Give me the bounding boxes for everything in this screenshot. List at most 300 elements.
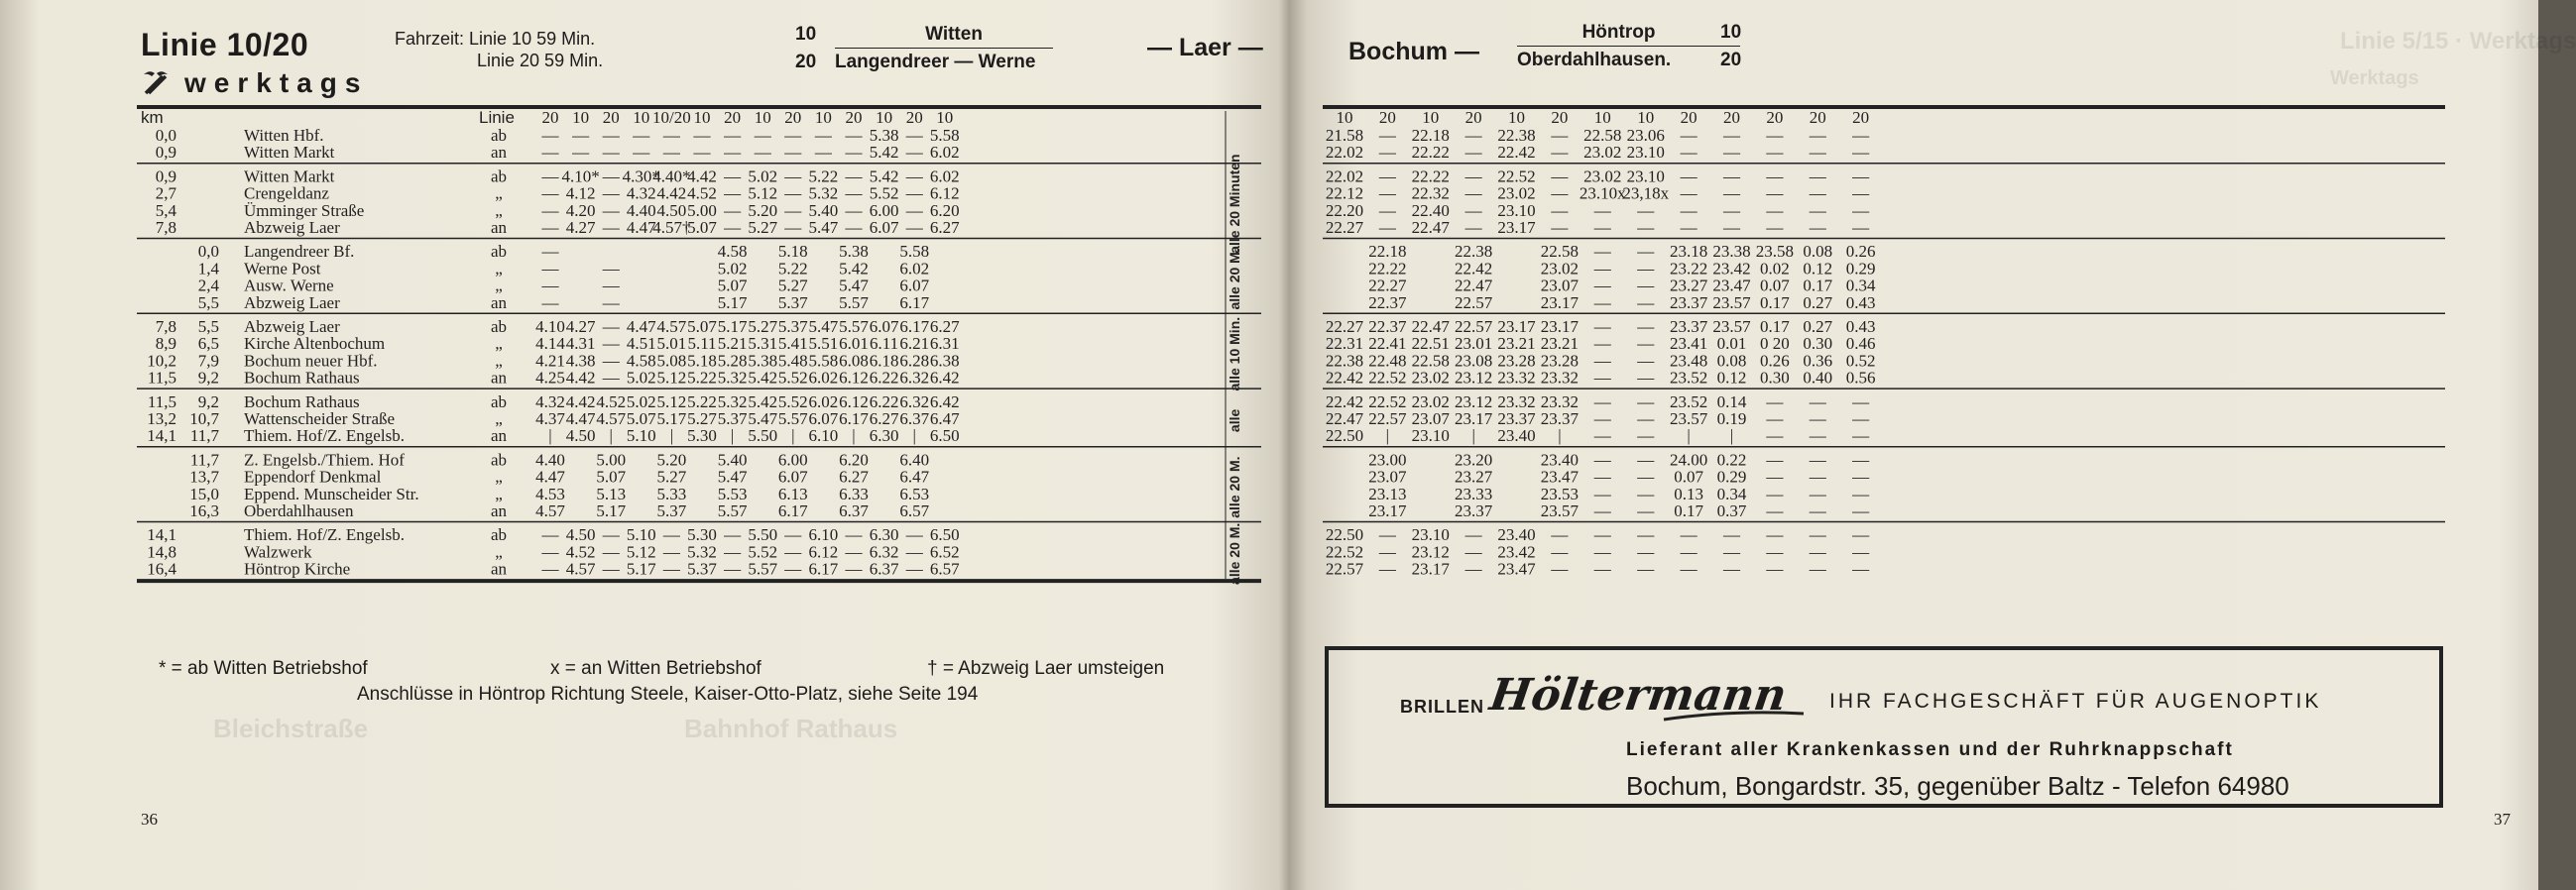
line-number-header: 20: [905, 108, 923, 127]
departure-time: 0.01: [1716, 334, 1747, 354]
departure-time: |: [1687, 426, 1691, 446]
departure-time: 4.50: [656, 200, 687, 220]
departure-time: —: [1637, 426, 1655, 446]
departure-time: 5.42: [748, 391, 778, 411]
departure-time: —: [602, 167, 620, 186]
km-value: 8,9: [155, 334, 176, 354]
departure-time: 0.37: [1716, 501, 1747, 520]
departure-time: 4.47: [626, 317, 656, 336]
departure-time: —: [1809, 542, 1826, 562]
departure-time: —: [724, 525, 742, 545]
arr-dep-marker: „: [495, 200, 503, 220]
departure-time: 23.17: [1497, 317, 1536, 336]
departure-time: 0.17: [1759, 317, 1790, 336]
km-value: 10,2: [147, 351, 176, 371]
line-number-header: 20: [724, 108, 742, 127]
departure-time: —: [1378, 200, 1396, 220]
departure-time: |: [609, 426, 613, 446]
departure-time: —: [1637, 292, 1655, 312]
line-number-header: 20: [1464, 108, 1482, 127]
route-line-number: 10: [795, 24, 817, 45]
departure-time: 22.38: [1497, 126, 1536, 145]
departure-time: 22.37: [1368, 292, 1407, 312]
departure-time: —: [602, 276, 620, 295]
departure-time: —: [1809, 218, 1826, 237]
departure-time: —: [1637, 242, 1655, 262]
departure-time: 23.37: [1669, 292, 1708, 312]
arr-dep-marker: ab: [490, 391, 508, 411]
departure-time: 6.17: [777, 501, 808, 520]
departure-time: 5.47: [839, 276, 869, 295]
departure-time: —: [662, 143, 680, 163]
departure-time: —: [1464, 167, 1482, 186]
departure-time: —: [724, 200, 742, 220]
departure-time: —: [1809, 409, 1826, 428]
departure-time: —: [1852, 525, 1870, 545]
line-number-header: 20: [845, 108, 863, 127]
departure-time: 24.00: [1669, 450, 1708, 470]
departure-time: 22.57: [1455, 317, 1493, 336]
arr-dep-marker: an: [490, 426, 508, 446]
departure-time: 22.38: [1325, 351, 1364, 371]
departure-time: 23.17: [1540, 317, 1580, 336]
footnote-dagger: † = Abzweig Laer umsteigen: [927, 658, 1165, 679]
departure-time: —: [1722, 143, 1740, 163]
departure-time: —: [1680, 143, 1698, 163]
departure-time: 5.27: [656, 467, 687, 487]
line-number-header: 10: [876, 108, 893, 127]
ad-slogan: IHR FACHGESCHÄFT FÜR AUGENOPTIK: [1829, 690, 2322, 713]
departure-time: —: [572, 143, 590, 163]
stop-name: Thiem. Hof/Z. Engelsb.: [244, 426, 405, 446]
departure-time: —: [1637, 467, 1655, 487]
departure-time: —: [541, 126, 559, 145]
stop-name: Eppend. Munscheider Str.: [244, 484, 419, 503]
departure-time: —: [1809, 450, 1826, 470]
departure-time: —: [1593, 259, 1611, 278]
departure-time: 22.20: [1325, 200, 1364, 220]
departure-time: 5.17: [626, 559, 656, 579]
departure-time: 4.20: [565, 200, 596, 220]
departure-time: 23.06: [1626, 126, 1665, 145]
departure-time: —: [1637, 334, 1655, 354]
departure-time: 23.57: [1669, 409, 1708, 428]
arr-dep-marker: ab: [490, 525, 508, 545]
departure-time: 0.46: [1845, 334, 1876, 354]
departure-time: 23.32: [1497, 368, 1536, 388]
departure-time: —: [1809, 467, 1826, 487]
departure-time: 6.00: [777, 450, 808, 470]
departure-time: 23.02: [1497, 183, 1536, 203]
departure-time: 23.20: [1455, 450, 1493, 470]
departure-time: —: [541, 143, 559, 163]
departure-time: 4.40: [626, 200, 656, 220]
km-value-branch: 5,5: [197, 292, 219, 312]
km-value: 0,9: [155, 143, 176, 163]
departure-time: 5.52: [777, 391, 808, 411]
departure-time: 6.27: [869, 409, 899, 428]
departure-time: 0.12: [1803, 259, 1833, 278]
km-value-branch: 16,3: [189, 501, 219, 520]
line-number-header: 20: [541, 108, 559, 127]
departure-time: 4.53: [535, 484, 565, 503]
departure-time: 5.37: [777, 317, 808, 336]
departure-time: |: [1385, 426, 1390, 446]
departure-time: —: [845, 126, 863, 145]
departure-time: —: [1637, 200, 1655, 220]
departure-time: 6.08: [839, 351, 869, 371]
departure-time: 23.10x: [1579, 183, 1626, 203]
departure-time: 22.18: [1368, 242, 1407, 262]
departure-time: 23.27: [1455, 467, 1493, 487]
departure-time: —: [1766, 542, 1784, 562]
departure-time: 5.42: [748, 368, 778, 388]
departure-time: —: [1464, 143, 1482, 163]
departure-time: —: [602, 218, 620, 237]
departure-time: 21.58: [1325, 126, 1364, 145]
stop-name: Ausw. Werne: [244, 276, 334, 295]
departure-time: 0.08: [1803, 242, 1833, 262]
departure-time: 5.50: [748, 525, 778, 545]
departure-time: —: [1680, 200, 1698, 220]
departure-time: —: [1852, 484, 1870, 503]
departure-time: 6.17: [808, 559, 839, 579]
departure-time: 23.38: [1712, 242, 1751, 262]
ad-swash: [1662, 708, 1806, 723]
departure-time: 23.37: [1455, 501, 1493, 520]
departure-time: 22.58: [1411, 351, 1450, 371]
departure-time: 0.19: [1716, 409, 1747, 428]
departure-time: 5.32: [717, 368, 748, 388]
departure-time: —: [1593, 242, 1611, 262]
departure-time: 23.37: [1540, 409, 1580, 428]
departure-time: 22.22: [1411, 167, 1450, 186]
departure-time: —: [1593, 351, 1611, 371]
departure-time: —: [724, 183, 742, 203]
departure-time: —: [1593, 409, 1611, 428]
departure-time: 23.22: [1669, 259, 1708, 278]
page-number: 37: [2494, 810, 2511, 829]
departure-time: —: [1852, 542, 1870, 562]
departure-time: —: [1722, 525, 1740, 545]
departure-time: 0.29: [1716, 467, 1747, 487]
departure-time: —: [1722, 559, 1740, 579]
departure-time: 4.40: [535, 450, 565, 470]
line-number-header: 10: [814, 108, 832, 127]
departure-time: 5.02: [626, 391, 656, 411]
departure-time: 5.52: [869, 183, 899, 203]
departure-time: 5.32: [808, 183, 839, 203]
departure-time: —: [1680, 167, 1698, 186]
departure-time: 5.17: [656, 409, 687, 428]
departure-time: —: [784, 126, 802, 145]
departure-time: 6.37: [869, 559, 899, 579]
departure-time: —: [1852, 126, 1870, 145]
departure-time: —: [784, 218, 802, 237]
line-number-header: 10/20: [652, 108, 691, 127]
departure-time: 5.22: [808, 167, 839, 186]
departure-time: 0.07: [1759, 276, 1790, 295]
departure-time: 6.37: [899, 409, 930, 428]
departure-time: 5.47: [808, 317, 839, 336]
departure-time: —: [602, 143, 620, 163]
departure-time: —: [541, 218, 559, 237]
departure-time: 23.12: [1455, 368, 1493, 388]
departure-time: 6.12: [929, 183, 960, 203]
arr-dep-marker: an: [490, 501, 508, 520]
departure-time: —: [1593, 200, 1611, 220]
departure-time: 5.40: [808, 200, 839, 220]
departure-time: 0.30: [1803, 334, 1833, 354]
departure-time: 6.20: [929, 200, 960, 220]
departure-time: 23.02: [1583, 167, 1622, 186]
departure-time: 5.51: [808, 334, 839, 354]
departure-time: 23,18x: [1622, 183, 1670, 203]
departure-time: 22.40: [1411, 200, 1450, 220]
departure-time: 6.42: [929, 368, 960, 388]
departure-time: 0.56: [1845, 368, 1876, 388]
departure-time: —: [1766, 501, 1784, 520]
departure-time: 23.32: [1540, 368, 1580, 388]
departure-time: 0.26: [1759, 351, 1790, 371]
departure-time: —: [1637, 368, 1655, 388]
departure-time: —: [693, 143, 711, 163]
departure-time: —: [602, 183, 620, 203]
departure-time: 6.53: [899, 484, 930, 503]
stop-name: Oberdahlhausen: [244, 501, 354, 520]
departure-time: 5.00: [687, 200, 717, 220]
departure-time: 5.48: [777, 351, 808, 371]
departure-time: 6.40: [899, 450, 930, 470]
departure-time: |: [1729, 426, 1734, 446]
line-number-header: 10: [1508, 108, 1526, 127]
departure-time: 5.22: [777, 259, 808, 278]
stop-name: Langendreer Bf.: [244, 242, 355, 262]
departure-time: —: [1637, 276, 1655, 295]
ad-address: Bochum, Bongardstr. 35, gegenüber Baltz - Telefon 64980: [1626, 771, 2289, 801]
stop-name: Walzwerk: [244, 542, 312, 562]
departure-time: —: [602, 200, 620, 220]
departure-time: —: [1593, 276, 1611, 295]
departure-time: 22.22: [1411, 143, 1450, 163]
km-value-branch: 1,4: [197, 259, 219, 278]
departure-time: —: [1809, 391, 1826, 411]
line-number-header: 10: [936, 108, 954, 127]
departure-time: —: [662, 542, 680, 562]
departure-time: 0.07: [1674, 467, 1703, 487]
departure-time: —: [541, 200, 559, 220]
departure-time: —: [784, 143, 802, 163]
arr-dep-marker: „: [495, 276, 503, 295]
departure-time: 5.10: [626, 525, 656, 545]
departure-time: —: [572, 126, 590, 145]
departure-time: —: [1637, 351, 1655, 371]
departure-time: 23.40: [1497, 525, 1536, 545]
departure-time: —: [633, 143, 650, 163]
departure-time: 22.47: [1411, 218, 1450, 237]
departure-time: 4.14: [535, 334, 565, 354]
departure-time: 23.12: [1411, 542, 1450, 562]
departure-time: 5.01: [656, 334, 687, 354]
departure-time: 6.33: [839, 484, 869, 503]
line-number-header: 20: [602, 108, 620, 127]
departure-time: —: [1852, 467, 1870, 487]
arr-dep-marker: „: [495, 542, 503, 562]
departure-time: —: [724, 126, 742, 145]
departure-time: 6.12: [839, 391, 869, 411]
departure-time: 22.27: [1325, 218, 1364, 237]
stop-name: Witten Markt: [244, 143, 335, 163]
stop-name: Abzweig Laer: [244, 218, 340, 237]
departure-time: 4.40*: [652, 167, 691, 186]
arr-dep-marker: ab: [490, 317, 508, 336]
departure-time: 23.47: [1497, 559, 1536, 579]
arr-dep-marker: an: [490, 368, 508, 388]
departure-time: 0.08: [1716, 351, 1747, 371]
departure-time: 0.12: [1716, 368, 1747, 388]
departure-time: 22.38: [1455, 242, 1493, 262]
departure-time: —: [784, 559, 802, 579]
line-number-header: 10: [1637, 108, 1655, 127]
departure-time: 6.50: [929, 426, 960, 446]
departure-time: —: [1852, 200, 1870, 220]
departure-time: 0 20: [1759, 334, 1790, 354]
departure-time: —: [1637, 542, 1655, 562]
departure-time: —: [845, 525, 863, 545]
departure-time: —: [1593, 218, 1611, 237]
departure-time: 22.42: [1325, 391, 1364, 411]
departure-time: —: [1809, 525, 1826, 545]
departure-time: —: [1722, 167, 1740, 186]
departure-time: 23.40: [1497, 426, 1536, 446]
departure-time: —: [1593, 467, 1611, 487]
departure-time: —: [1464, 559, 1482, 579]
departure-time: 22.02: [1325, 143, 1364, 163]
departure-time: 5.12: [748, 183, 778, 203]
departure-time: —: [1593, 391, 1611, 411]
departure-time: 5.18: [777, 242, 808, 262]
destination-stop: Höntrop: [1581, 22, 1656, 43]
departure-time: 0.17: [1759, 292, 1790, 312]
departure-time: 22.27: [1368, 276, 1407, 295]
line-number-header: 10: [1422, 108, 1440, 127]
departure-time: 4.57: [656, 317, 687, 336]
departure-time: 6.17: [899, 317, 930, 336]
departure-time: 4.38: [565, 351, 596, 371]
departure-time: —: [1852, 167, 1870, 186]
departure-time: 0.36: [1803, 351, 1833, 371]
departure-time: 5.28: [717, 351, 748, 371]
departure-time: 6.32: [899, 368, 930, 388]
departure-time: —: [724, 542, 742, 562]
departure-time: —: [662, 525, 680, 545]
stop-name: Kirche Altenbochum: [244, 334, 386, 354]
departure-time: 23.48: [1669, 351, 1708, 371]
departure-time: 23.10: [1411, 525, 1450, 545]
departure-time: 4.57†: [652, 218, 691, 237]
departure-time: 5.20: [656, 450, 687, 470]
advertisement: [1325, 646, 2443, 808]
departure-time: 5.37: [717, 409, 748, 428]
departure-time: 5.52: [777, 368, 808, 388]
line-number-header: 20: [1680, 108, 1698, 127]
arr-dep-marker: „: [495, 183, 503, 203]
connection-note: Anschlüsse in Höntrop Richtung Steele, Kaiser-Otto-Platz, siehe Seite 194: [357, 684, 979, 705]
stop-name: Bochum Rathaus: [244, 391, 360, 411]
arr-dep-marker: „: [495, 467, 503, 487]
departure-time: 5.57: [839, 317, 869, 336]
departure-time: 23.13: [1368, 484, 1407, 503]
km-value-branch: 5,5: [197, 317, 219, 336]
departure-time: 5.57: [839, 292, 869, 312]
show-through-text: Linie 5/15 · Werktags: [2340, 28, 2576, 55]
departure-time: 6.01: [839, 334, 869, 354]
departure-time: 23.27: [1669, 276, 1708, 295]
departure-time: 5.18: [687, 351, 717, 371]
departure-time: 22.50: [1325, 426, 1364, 446]
departure-time: 6.57: [929, 559, 960, 579]
departure-time: —: [784, 542, 802, 562]
departure-time: |: [791, 426, 795, 446]
departure-time: —: [784, 525, 802, 545]
departure-time: 5.37: [687, 559, 717, 579]
departure-time: 0.27: [1803, 317, 1833, 336]
departure-time: —: [784, 183, 802, 203]
departure-time: 5.38: [869, 126, 899, 145]
departure-time: 22.57: [1455, 292, 1493, 312]
departure-time: 5.42: [869, 143, 899, 163]
km-value: 14,8: [147, 542, 176, 562]
departure-time: —: [1551, 542, 1569, 562]
departure-time: 23.17: [1497, 218, 1536, 237]
departure-time: 4.42: [565, 368, 596, 388]
departure-time: 5.30: [687, 426, 717, 446]
departure-time: 0.43: [1845, 292, 1876, 312]
departure-time: —: [1680, 525, 1698, 545]
departure-time: —: [1551, 200, 1569, 220]
departure-time: —: [541, 292, 559, 312]
departure-time: 23.12: [1455, 391, 1493, 411]
route-separator: —: [954, 52, 974, 72]
departure-time: 6.07: [808, 409, 839, 428]
departure-time: 23.52: [1669, 368, 1708, 388]
departure-time: —: [1766, 167, 1784, 186]
departure-time: —: [602, 525, 620, 545]
linie-label: Linie: [479, 108, 515, 127]
departure-time: —: [693, 126, 711, 145]
departure-time: —: [724, 167, 742, 186]
departure-time: 5.08: [656, 351, 687, 371]
departure-time: |: [730, 426, 735, 446]
departure-time: 4.27: [565, 317, 596, 336]
departure-time: 5.07: [717, 276, 748, 295]
departure-time: —: [1464, 525, 1482, 545]
departure-time: 23.02: [1583, 143, 1622, 163]
departure-time: —: [1809, 143, 1826, 163]
km-value: 14,1: [147, 426, 176, 446]
departure-time: —: [1766, 409, 1784, 428]
departure-time: 6.50: [929, 525, 960, 545]
departure-time: —: [1852, 409, 1870, 428]
departure-time: 22.48: [1368, 351, 1407, 371]
line-number-header: 10: [693, 108, 711, 127]
departure-time: 22.31: [1325, 334, 1364, 354]
departure-time: —: [1464, 542, 1482, 562]
departure-time: 23.17: [1455, 409, 1493, 428]
departure-time: 22.57: [1368, 409, 1407, 428]
km-value-branch: 9,2: [197, 391, 219, 411]
departure-time: —: [905, 183, 923, 203]
